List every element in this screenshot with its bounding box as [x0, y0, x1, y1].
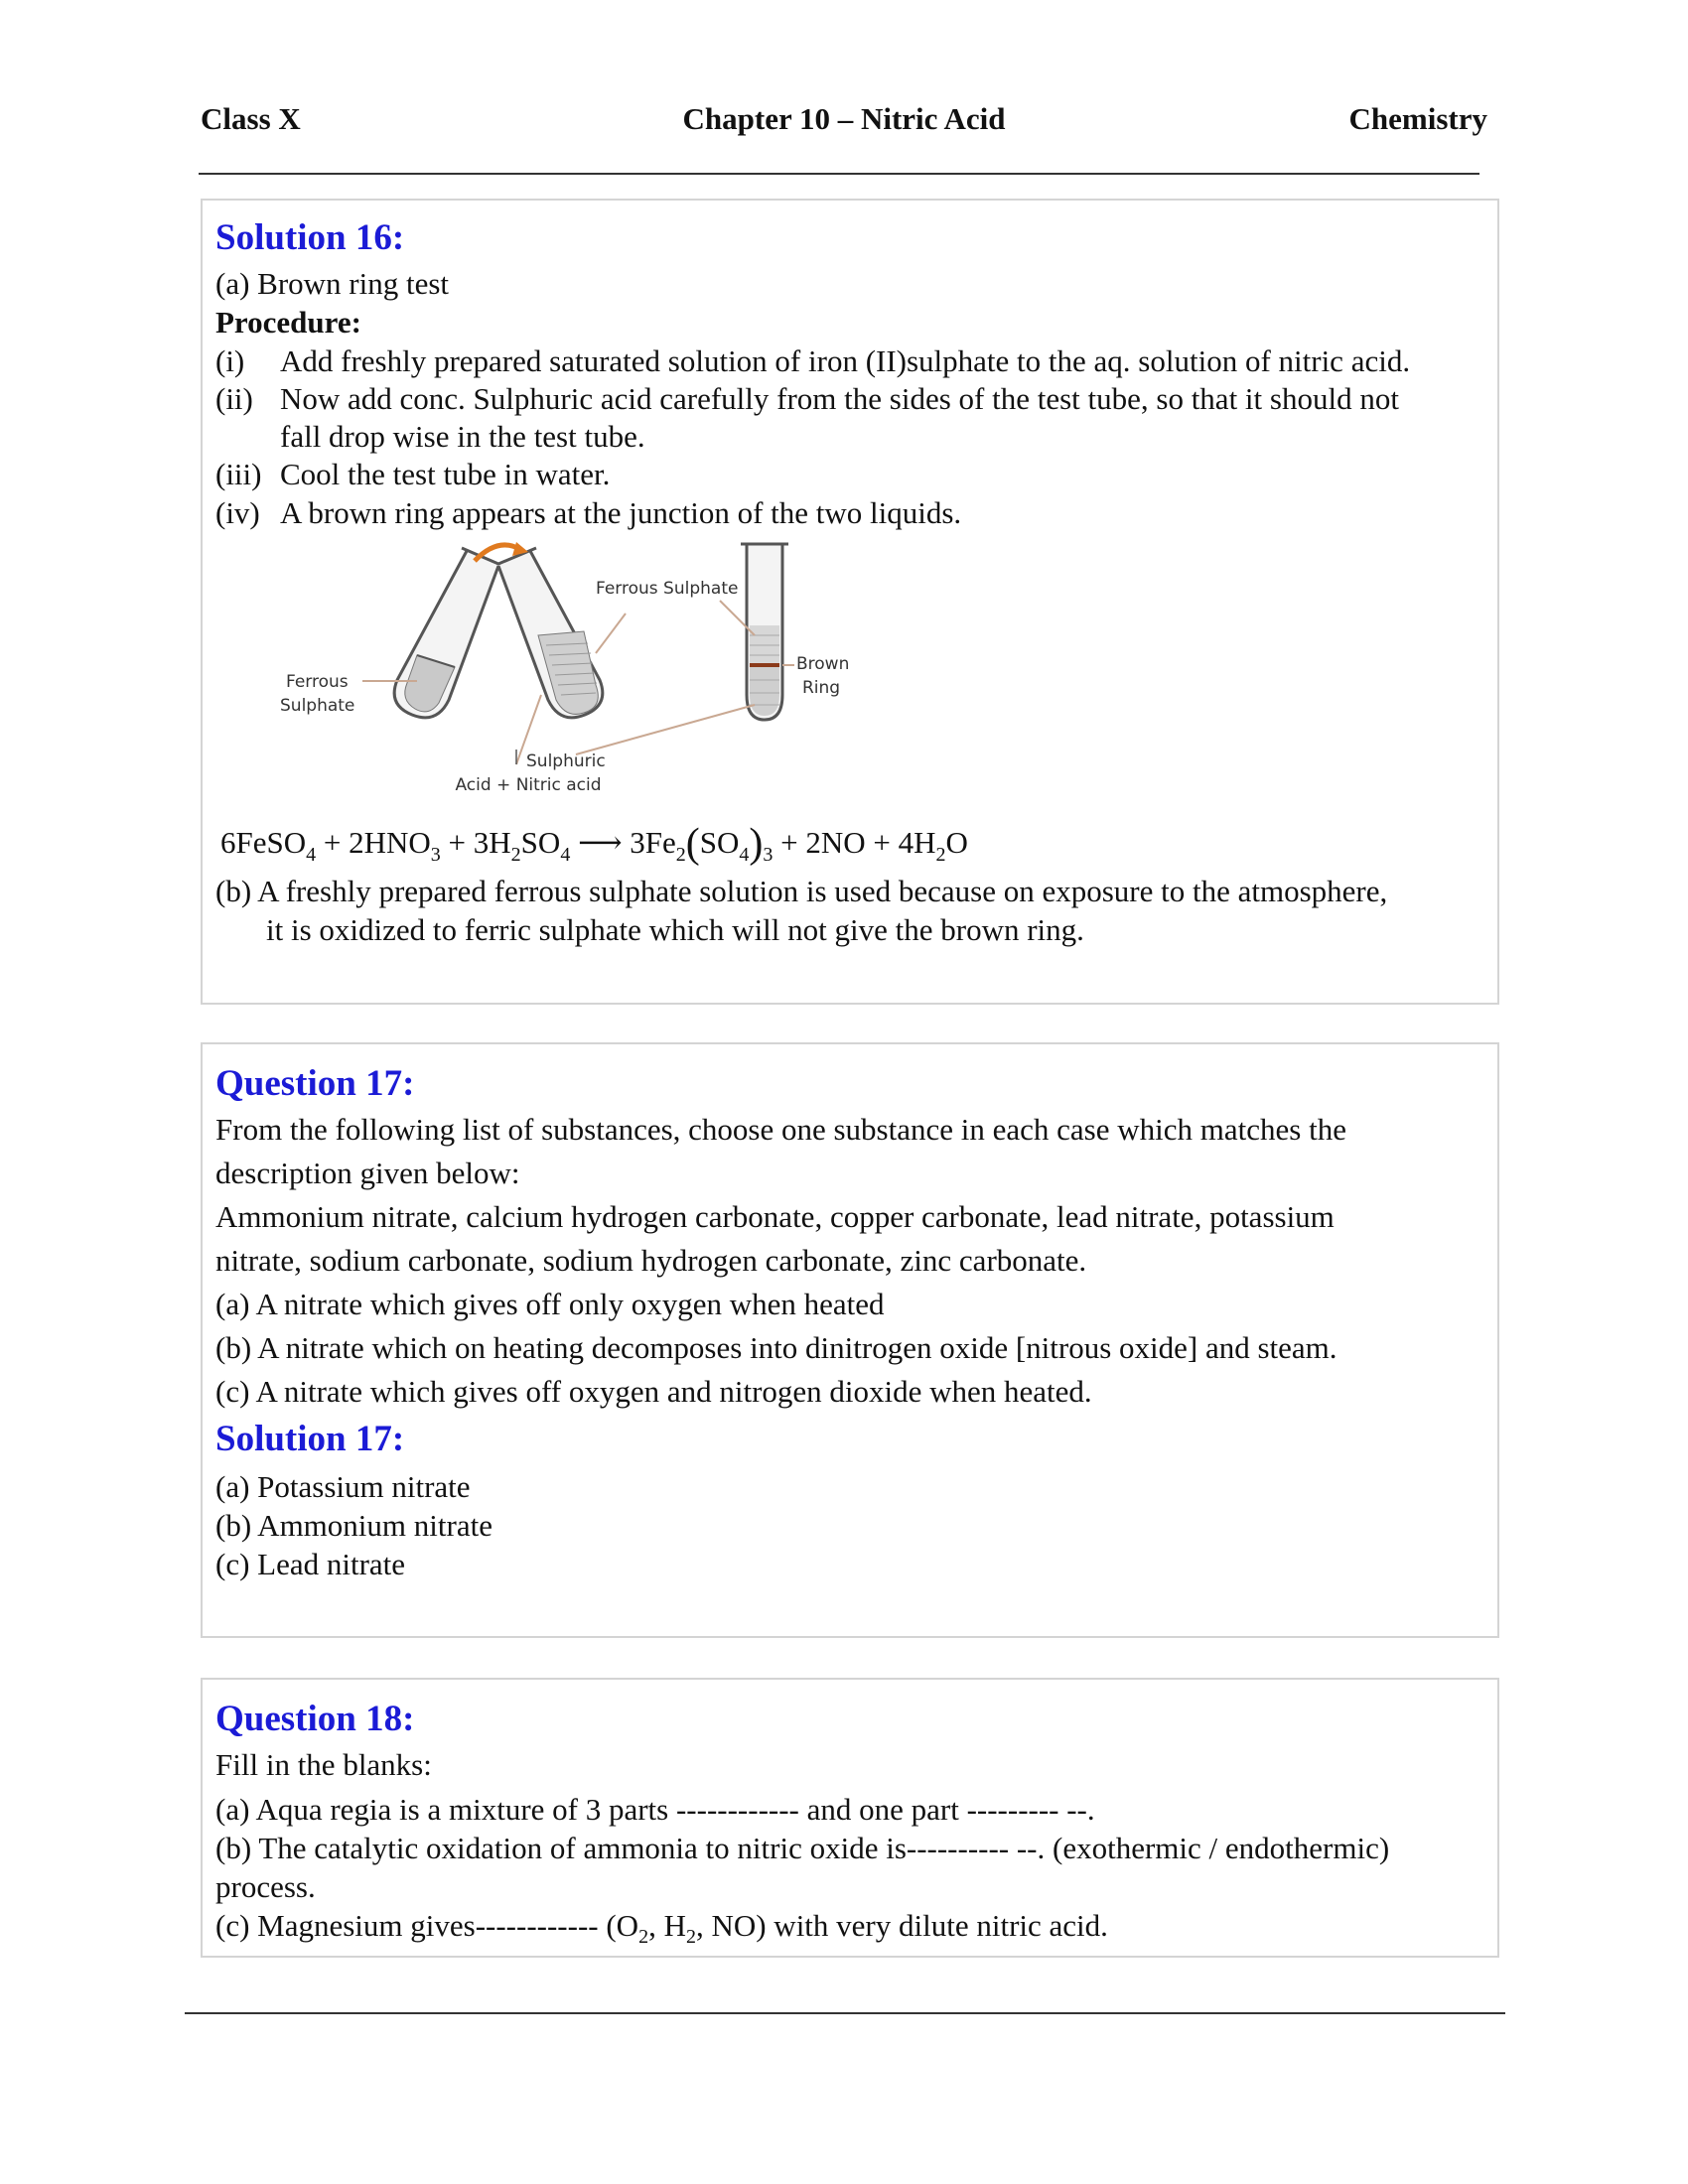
question17-line: nitrate, sodium carbonate, sodium hydrogen carbonate, zinc carbonate. [215, 1243, 1087, 1278]
step-number: (iv) [215, 495, 260, 530]
step-number: (i) [215, 343, 245, 378]
eq-subscript: 4 [739, 844, 750, 866]
question17-line: From the following list of substances, choose one substance in each case which matches the [215, 1112, 1346, 1147]
question17-line: description given below: [215, 1156, 520, 1190]
question17-line: (a) A nitrate which gives off only oxygen when heated [215, 1287, 885, 1321]
diagram-label: Sulphate [280, 696, 355, 716]
solution17-heading: Solution 17: [215, 1419, 405, 1459]
solution16-heading: Solution 16: [215, 217, 405, 258]
question17-line: (b) A nitrate which on heating decomposes into dinitrogen oxide [nitrous oxide] and steam. [215, 1330, 1337, 1365]
step-text: Cool the test tube in water. [280, 457, 611, 491]
solution17-answer: (a) Potassium nitrate [215, 1469, 471, 1504]
question18-part-b-cont: process. [215, 1869, 316, 1904]
solution16-part-a: (a) Brown ring test [215, 266, 450, 301]
solution16-part-b: (b) A freshly prepared ferrous sulphate solution is used because on exposure to the atmosphere, [215, 874, 1388, 908]
tilted-tube-right [498, 551, 603, 718]
solution17-answer: (b) Ammonium nitrate [215, 1508, 492, 1543]
eq-subscript: 3 [430, 844, 441, 866]
footer-rule [185, 2012, 1505, 2014]
eq-subscript: 2 [935, 844, 946, 866]
step-text: Now add conc. Sulphuric acid carefully from the sides of the test tube, so that it should not [280, 381, 1399, 416]
q18c-subscript: 2 [685, 1926, 696, 1949]
question18-part-c [215, 1908, 1108, 1949]
diagram-label: Ferrous Sulphate [596, 579, 739, 599]
eq-term: 3Fe [630, 825, 676, 860]
eq-subscript: 2 [675, 844, 686, 866]
eq-subscript: 4 [306, 844, 317, 866]
step-text: Add freshly prepared saturated solution of iron (II)sulphate to the aq. solution of nitric acid. [280, 343, 1411, 378]
question17-heading: Question 17: [215, 1063, 415, 1104]
q18c-text: , NO) with very dilute nitric acid. [695, 1908, 1108, 1943]
reaction-equation [220, 820, 968, 868]
eq-term: + 2HNO [316, 825, 431, 860]
question18-part-a: (a) Aqua regia is a mixture of 3 parts ------------ and one part --------- --. [215, 1792, 1095, 1827]
step-text: A brown ring appears at the junction of the two liquids. [280, 495, 962, 530]
eq-term: SO [520, 825, 561, 860]
q18c-text: (c) Magnesium gives------------ (O [215, 1908, 639, 1943]
solution16-part-b-cont: it is oxidized to ferric sulphate which will not give the brown ring. [266, 912, 1084, 947]
eq-term: + 3H [440, 825, 511, 860]
q18c-text: , H [648, 1908, 686, 1943]
question17-line: (c) A nitrate which gives off oxygen and nitrogen dioxide when heated. [215, 1374, 1092, 1409]
eq-subscript: 4 [560, 844, 571, 866]
q18c-subscript: 2 [638, 1926, 649, 1949]
eq-paren: ( [685, 821, 700, 867]
step-number: (iii) [215, 457, 262, 491]
vertical-test-tube [741, 544, 788, 720]
eq-term: SO [699, 825, 740, 860]
eq-subscript: 2 [510, 844, 521, 866]
question18-intro: Fill in the blanks: [215, 1747, 432, 1782]
eq-term: 6FeSO [220, 825, 307, 860]
question17-line: Ammonium nitrate, calcium hydrogen carbonate, copper carbonate, lead nitrate, potassium [215, 1199, 1335, 1234]
tilted-tube-left [394, 551, 498, 718]
brown-ring-test-diagram [268, 536, 884, 804]
header-rule [199, 173, 1479, 175]
diagram-label: Acid + Nitric acid [455, 775, 602, 795]
eq-term: O [945, 825, 968, 860]
header-class: Class X [201, 101, 301, 136]
procedure-label: Procedure: [215, 305, 361, 340]
question18-heading: Question 18: [215, 1699, 415, 1739]
step-number: (ii) [215, 381, 253, 416]
eq-term: + 2NO + 4H [773, 825, 936, 860]
diagram-label: Brown [796, 654, 850, 674]
eq-paren: ) [749, 821, 764, 867]
solution17-answer: (c) Lead nitrate [215, 1547, 406, 1581]
header-chapter: Chapter 10 – Nitric Acid [682, 101, 1006, 136]
eq-arrow: ⟶ [570, 825, 631, 860]
eq-subscript: 3 [763, 844, 774, 866]
question18-part-b: (b) The catalytic oxidation of ammonia to nitric oxide is---------- --. (exothermic / endothermic) [215, 1831, 1390, 1865]
diagram-label: Ferrous [286, 672, 349, 692]
step-text: fall drop wise in the test tube. [280, 419, 645, 454]
diagram-label: Sulphuric [526, 751, 606, 771]
header-subject: Chemistry [1348, 101, 1487, 136]
diagram-label: Ring [802, 678, 841, 698]
